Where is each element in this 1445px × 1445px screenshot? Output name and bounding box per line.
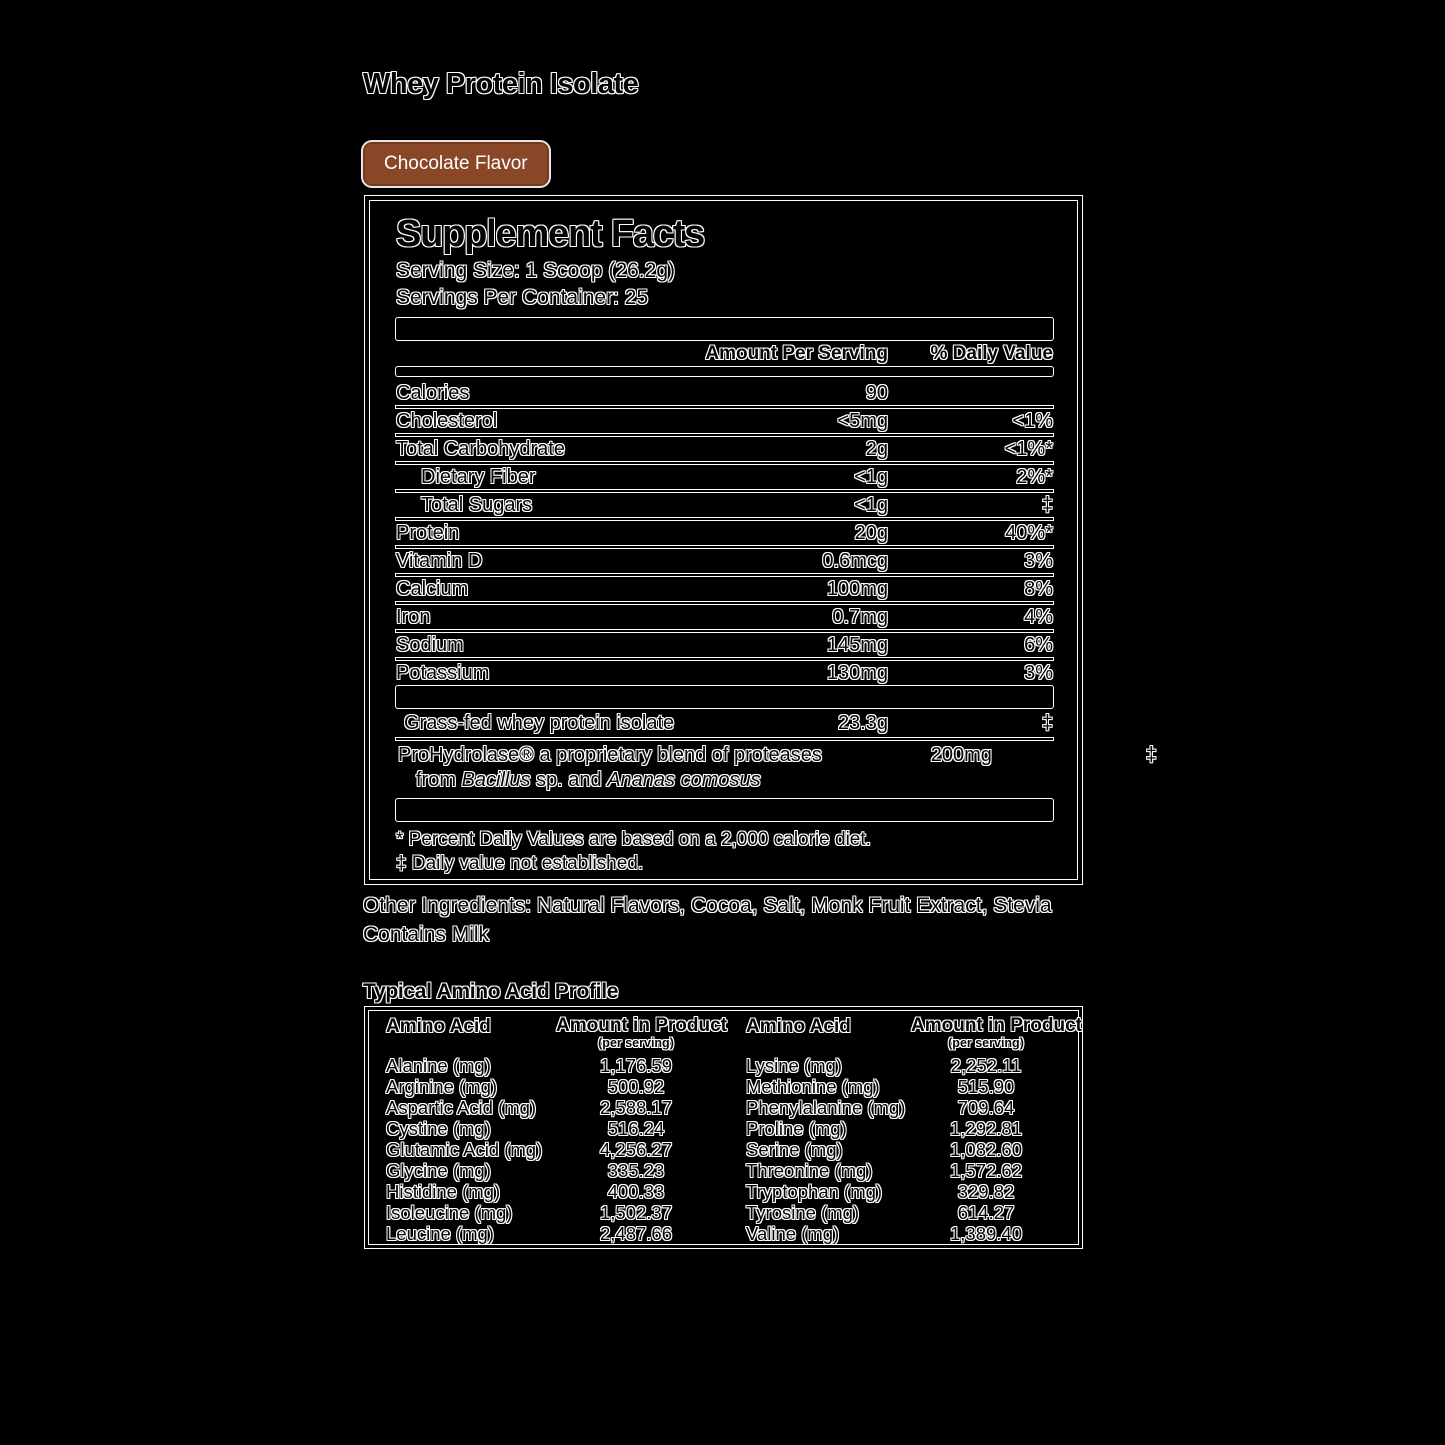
amino-value: 614.27 xyxy=(957,1202,1015,1223)
blend-dv: ‡ xyxy=(1041,711,1053,734)
amino-row xyxy=(746,1076,1061,1097)
nutrient-dv: <1% xyxy=(1012,409,1053,432)
daily-value-header: % Daily Value xyxy=(930,342,1053,364)
blend-source-text: sp. and xyxy=(530,769,608,791)
amino-row xyxy=(746,1160,1061,1181)
nutrient-label: Dietary Fiber xyxy=(421,465,536,488)
nutrient-row-total-carbohydrate xyxy=(396,436,1053,462)
amino-acid-header: Amino Acid xyxy=(746,1016,851,1037)
amino-name: Valine (mg) xyxy=(746,1223,840,1244)
amino-name: Cystine (mg) xyxy=(386,1118,491,1139)
amino-header-row xyxy=(386,1015,727,1050)
amino-name: Threonine (mg) xyxy=(746,1160,873,1181)
amino-value: 1,572.62 xyxy=(949,1160,1022,1181)
amino-value: 1,502.37 xyxy=(599,1202,672,1223)
nutrient-row-calcium xyxy=(396,576,1053,602)
nutrient-label: Vitamin D xyxy=(396,549,483,572)
amino-value: 709.64 xyxy=(957,1097,1015,1118)
nutrient-dv: 4% xyxy=(1024,605,1053,628)
nutrient-row-sodium xyxy=(396,632,1053,658)
amino-value: 1,389.40 xyxy=(949,1223,1022,1244)
nutrient-row-total-sugars xyxy=(396,492,1053,518)
nutrient-amount: 100mg xyxy=(826,577,888,600)
amino-row xyxy=(386,1160,716,1181)
nutrient-dv: <1%* xyxy=(1004,437,1053,460)
blend-source-species: Ananas comosus xyxy=(607,769,761,791)
supplement-facts-title: Supplement Facts xyxy=(396,213,705,255)
nutrient-amount: <1g xyxy=(854,465,888,488)
amino-row xyxy=(746,1139,1061,1160)
nutrient-row-vitamin-d xyxy=(396,548,1053,574)
amino-value: 1,292.81 xyxy=(949,1118,1022,1139)
amino-name: Tryptophan (mg) xyxy=(746,1181,883,1202)
nutrient-dv: ‡ xyxy=(1041,493,1053,516)
amino-name: Methionine (mg) xyxy=(746,1076,880,1097)
thick-divider-bar xyxy=(396,318,1053,340)
nutrient-label: Calories xyxy=(396,381,470,404)
blend-amount: 200mg xyxy=(930,743,992,766)
amino-value: 4,256.27 xyxy=(599,1139,672,1160)
amino-profile-title: Typical Amino Acid Profile xyxy=(363,980,619,1003)
amino-name: Isoleucine (mg) xyxy=(386,1202,513,1223)
amino-row xyxy=(386,1202,716,1223)
blend-row-prohydrolase-source xyxy=(396,768,1053,793)
amino-value: 516.24 xyxy=(607,1118,665,1139)
nutrient-label: Protein xyxy=(396,521,460,544)
nutrient-dv: 8% xyxy=(1024,577,1053,600)
nutrient-amount: 0.7mg xyxy=(832,605,888,628)
amino-row xyxy=(746,1202,1061,1223)
thick-divider-bar xyxy=(396,799,1053,821)
amino-header-row xyxy=(746,1015,1082,1050)
nutrient-row-calories xyxy=(396,380,1053,406)
amino-name: Aspartic Acid (mg) xyxy=(386,1097,537,1118)
nutrient-label: Sodium xyxy=(396,633,464,656)
amino-column-right xyxy=(746,1015,1082,1244)
flavor-badge[interactable] xyxy=(363,142,549,186)
blend-label: Grass-fed whey protein isolate xyxy=(404,711,675,734)
amino-name: Leucine (mg) xyxy=(386,1223,494,1244)
blend-source-species: Bacillus xyxy=(461,769,531,791)
nutrient-dv: 2%* xyxy=(1016,465,1053,488)
blend-row-whey-isolate xyxy=(396,708,1053,738)
footnote-daily-values: * Percent Daily Values are based on a 2,000 calorie diet. xyxy=(396,829,871,850)
nutrient-label: Potassium xyxy=(396,661,490,684)
serving-size: Serving Size: 1 Scoop (26.2g) xyxy=(396,259,675,282)
nutrient-dv: 6% xyxy=(1024,633,1053,656)
amino-name: Proline (mg) xyxy=(746,1118,847,1139)
blend-row-prohydrolase xyxy=(396,742,1157,768)
amino-name: Phenylalanine (mg) xyxy=(746,1097,906,1118)
amino-value: 2,252.11 xyxy=(950,1055,1022,1076)
amount-in-product-header xyxy=(556,1015,727,1050)
amino-row xyxy=(386,1223,716,1244)
nutrient-amount: 0.6mcg xyxy=(822,549,888,572)
amino-column-left xyxy=(386,1015,727,1244)
nutrient-rows xyxy=(396,380,1053,686)
amino-row xyxy=(386,1181,716,1202)
amino-row xyxy=(746,1181,1061,1202)
amino-row xyxy=(386,1139,716,1160)
amino-value: 2,487.66 xyxy=(599,1223,672,1244)
amino-row xyxy=(386,1055,716,1076)
amino-value: 329.82 xyxy=(957,1181,1015,1202)
amino-value: 400.33 xyxy=(607,1181,665,1202)
blend-label: ProHydrolase® a proprietary blend of proteases xyxy=(398,743,822,766)
contains-milk-line: Contains Milk xyxy=(363,923,490,946)
nutrient-row-potassium xyxy=(396,660,1053,686)
nutrient-row-dietary-fiber xyxy=(396,464,1053,490)
amino-name: Arginine (mg) xyxy=(386,1076,498,1097)
amino-value: 500.92 xyxy=(607,1076,665,1097)
nutrient-row-iron xyxy=(396,604,1053,630)
blend-dv: ‡ xyxy=(1145,743,1157,766)
other-ingredients-line: Other Ingredients: Natural Flavors, Cocoa, Salt, Monk Fruit Extract, Stevia xyxy=(363,894,1052,917)
amino-row xyxy=(746,1118,1061,1139)
other-ingredients xyxy=(363,891,1083,949)
nutrient-label: Calcium xyxy=(396,577,469,600)
amino-value: 2,588.17 xyxy=(599,1097,672,1118)
footnote-not-established: ‡ Daily value not established. xyxy=(396,853,644,874)
amino-name: Tyrosine (mg) xyxy=(746,1202,860,1223)
amino-profile-panel xyxy=(365,1007,1082,1248)
nutrient-label: Cholesterol xyxy=(396,409,498,432)
supplement-facts-panel xyxy=(365,196,1157,884)
amino-name: Alanine (mg) xyxy=(386,1055,491,1076)
nutrient-amount: <1g xyxy=(854,493,888,516)
thick-divider-bar xyxy=(396,686,1053,708)
amino-value: 1,176.59 xyxy=(599,1055,672,1076)
amount-header-text: Amount in Product xyxy=(556,1015,727,1036)
amino-value: 515.90 xyxy=(957,1076,1015,1097)
nutrient-amount: 2g xyxy=(865,437,888,460)
facts-header-row xyxy=(396,340,1053,367)
page-title: Whey Protein Isolate xyxy=(363,68,639,100)
nutrient-dv: 40%* xyxy=(1005,521,1053,544)
per-serving-subheader: (per serving) xyxy=(948,1036,1024,1050)
flavor-badge-label: Chocolate Flavor xyxy=(384,153,528,174)
amino-columns xyxy=(386,1015,1082,1244)
amino-name: Glycine (mg) xyxy=(386,1160,491,1181)
nutrient-amount: 20g xyxy=(854,521,888,544)
nutrient-dv: 3% xyxy=(1024,549,1053,572)
nutrient-label: Total Carbohydrate xyxy=(396,437,565,460)
amino-value: 1,082.60 xyxy=(949,1139,1022,1160)
amino-row xyxy=(386,1097,716,1118)
blend-amount: 23.3g xyxy=(837,711,888,734)
row-divider xyxy=(396,738,1053,740)
amino-name: Histidine (mg) xyxy=(386,1181,501,1202)
amino-row xyxy=(746,1223,1061,1244)
nutrient-label: Total Sugars xyxy=(421,493,533,516)
per-serving-subheader: (per serving) xyxy=(598,1036,674,1050)
amino-name: Glutamic Acid (mg) xyxy=(386,1139,543,1160)
amino-value: 335.23 xyxy=(607,1160,665,1181)
amino-name: Serine (mg) xyxy=(746,1139,843,1160)
footnotes xyxy=(396,828,1053,876)
amino-acid-header: Amino Acid xyxy=(386,1016,491,1037)
nutrient-amount: 90 xyxy=(865,381,888,404)
servings-per-container: Servings Per Container: 25 xyxy=(396,286,649,309)
amino-name: Lysine (mg) xyxy=(746,1055,842,1076)
nutrient-amount: 145mg xyxy=(826,633,888,656)
nutrient-row-protein xyxy=(396,520,1053,546)
nutrient-amount: <5mg xyxy=(837,409,888,432)
amino-row xyxy=(386,1118,716,1139)
nutrient-dv: 3% xyxy=(1024,661,1053,684)
thin-divider-bar xyxy=(396,367,1053,376)
nutrient-label: Iron xyxy=(396,605,431,628)
amino-row xyxy=(746,1097,1061,1118)
amount-in-product-header xyxy=(911,1015,1082,1050)
blend-source-text: from xyxy=(416,769,462,791)
amino-row xyxy=(386,1076,716,1097)
amino-row xyxy=(746,1055,1061,1076)
nutrient-row-cholesterol xyxy=(396,408,1053,434)
nutrient-amount: 130mg xyxy=(826,661,888,684)
amount-per-serving-header: Amount Per Serving xyxy=(705,342,888,364)
amount-header-text: Amount in Product xyxy=(911,1015,1082,1036)
